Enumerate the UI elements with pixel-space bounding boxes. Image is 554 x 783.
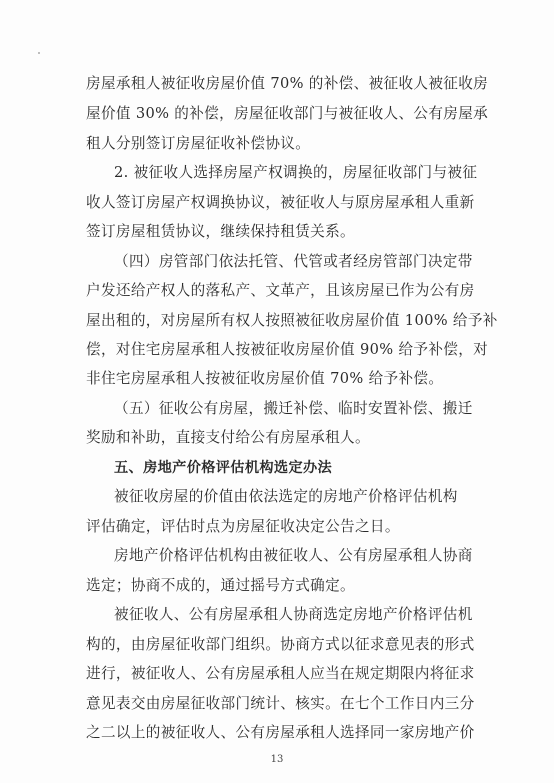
text-line: 被征收人、公有房屋承租人协商选定房地产价格评估机 [114,606,473,623]
text-line: 屋价值 30% 的补偿，房屋征收部门与被征收人、公有房屋承 [86,105,489,122]
text-line: 非住宅房屋承租人按被征收房屋价值 70% 给予补偿。 [86,370,444,387]
text-line: 房屋承租人被征收房屋价值 70% 的补偿、被征收人被征收房 [86,75,489,92]
text-line: 被征收房屋的价值由依法选定的房地产价格评估机构 [114,488,458,505]
text-line: 户发还给产权人的落私产、文革产，且该房屋已作为公有房 [86,282,475,299]
text-line: 之二以上的被征收人、公有房屋承租人选择同一家房地产价 [86,724,475,741]
text-line: 构的，由房屋征收部门组织。协商方式以征求意见表的形式 [86,636,475,653]
text-line: 评估确定，评估时点为房屋征收决定公告之日。 [86,518,400,535]
text-line: 偿，对住宅房屋承租人按被征收房屋价值 90% 给予补偿，对 [86,341,489,358]
text-line: 2. 被征收人选择房屋产权调换的，房屋征收部门与被征 [114,164,478,181]
scan-speck [38,52,40,54]
section-heading: 五、房地产价格评估机构选定办法 [114,460,333,476]
text-line: 进行，被征收人、公有房屋承租人应当在规定期限内将征求 [86,665,475,682]
page-number: 13 [270,754,284,765]
text-line: 租人分别签订房屋征收补偿协议。 [86,135,311,152]
text-line: 屋出租的，对房屋所有权人按照被征收房屋价值 100% 给予补 [86,312,498,329]
text-line: 选定；协商不成的，通过摇号方式确定。 [86,577,355,594]
text-line: （四）房管部门依法托管、代管或者经房管部门决定带 [114,253,473,270]
text-line: 房地产价格评估机构由被征收人、公有房屋承租人协商 [114,547,473,564]
text-line: 意见表交由房屋征收部门统计、核实。在七个工作日内三分 [86,695,475,712]
text-line: 收人签订房屋产权调换协议，被征收人与原房屋承租人重新 [86,194,475,211]
text-line: 奖励和补助，直接支付给公有房屋承租人。 [86,429,370,446]
text-line: （五）征收公有房屋，搬迁补偿、临时安置补偿、搬迁 [114,400,473,417]
text-line: 签订房屋租赁协议，继续保持租赁关系。 [86,223,355,240]
